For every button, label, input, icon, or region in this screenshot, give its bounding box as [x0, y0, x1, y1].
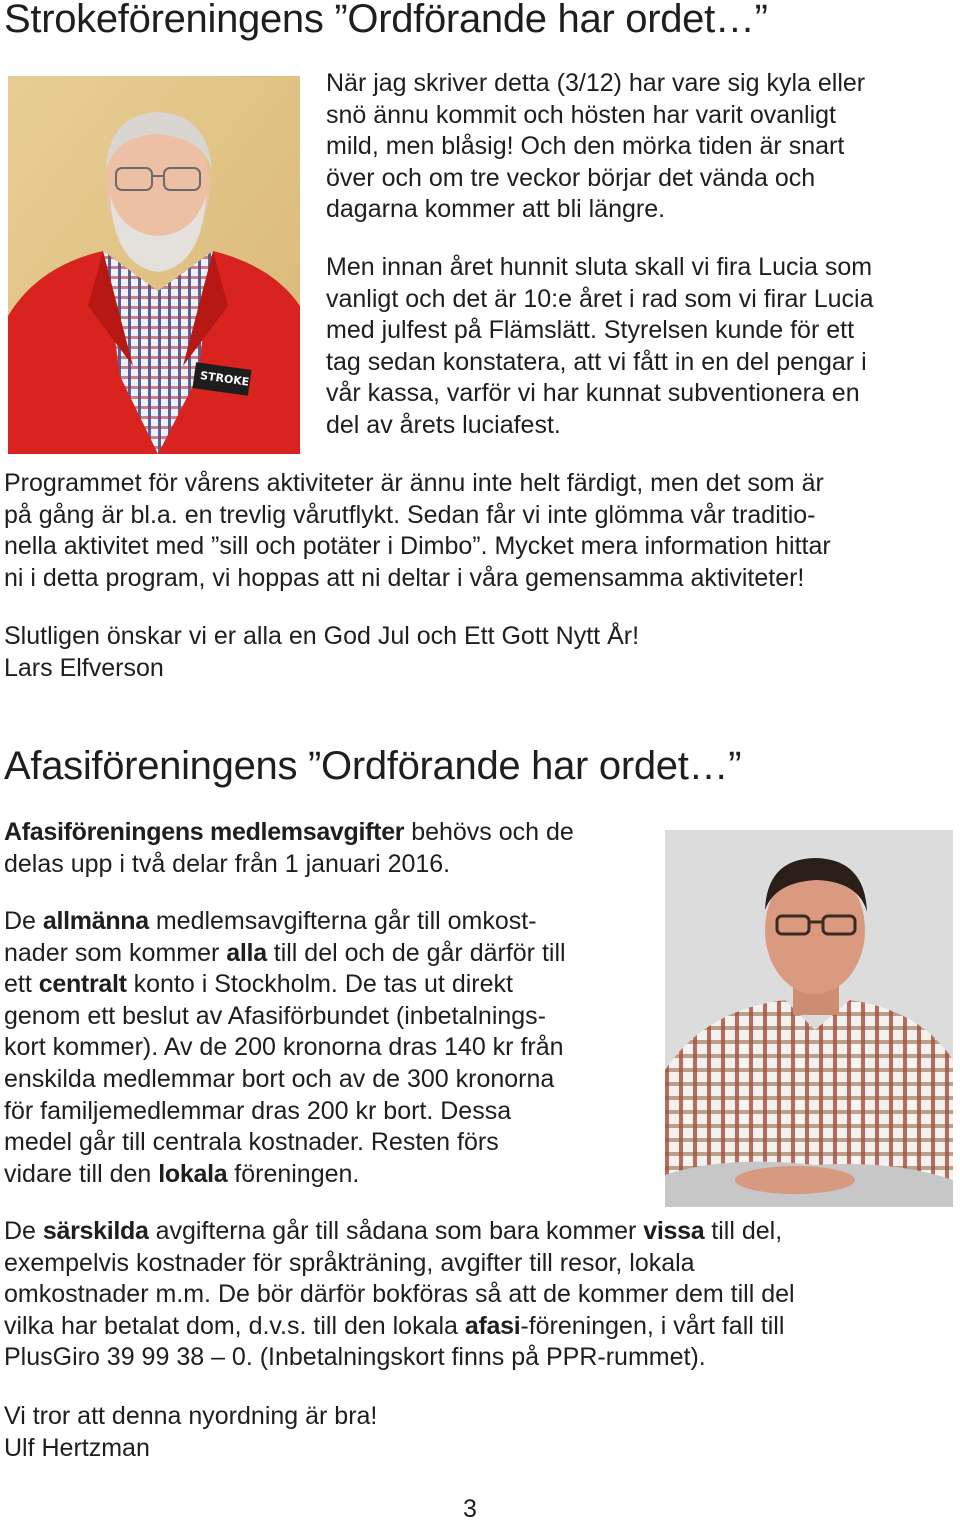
jacket-badge: STROKE	[199, 369, 251, 389]
text-segment: konto i Stockholm. De tas ut direkt	[126, 970, 513, 999]
afasi-paragraph-2	[4, 906, 566, 1190]
emphasis: särskilda	[42, 1217, 149, 1245]
text-segment: De	[4, 1217, 43, 1245]
afasi-closing	[4, 1401, 377, 1464]
emphasis: vissa	[643, 1217, 705, 1245]
text-line: omkostnader m.m. De bör därför bokföras så att de kommer dem till del	[4, 1280, 795, 1309]
text-line: över och om tre veckor börjar det vända och	[326, 163, 816, 192]
text-line: för familjemedlemmar dras 200 kr bort. Dessa	[4, 1096, 512, 1125]
text-segment: -föreningen, i vårt fall till	[520, 1311, 785, 1340]
text-line: mild, men blåsig! Och den mörka tiden är snart	[326, 132, 845, 161]
closing-line: Slutligen önskar vi er alla en God Jul och Ett Gott Nytt År!	[4, 622, 640, 650]
photo-lars-elfverson	[8, 76, 300, 454]
text-line: ni i detta program, vi hoppas att ni deltar i våra gemensamma aktiviteter!	[4, 563, 805, 592]
signature: Lars Elfverson	[4, 653, 164, 682]
emphasis: afasi	[464, 1311, 521, 1340]
text-line: Men innan året hunnit sluta skall vi fira Lucia som	[326, 253, 873, 281]
text-line: tag sedan konstatera, att vi fått in en del pengar i	[326, 347, 867, 376]
text-line: med julfest på Flämslätt. Styrelsen kunde för ett	[326, 316, 855, 345]
text-line	[4, 1159, 566, 1191]
emphasis: centralt	[38, 970, 127, 999]
stroke-paragraph-3	[4, 468, 831, 594]
text-segment: vidare till den	[4, 1159, 159, 1188]
emphasis: Afasiföreningens medlemsavgifter	[4, 818, 405, 846]
stroke-paragraph-1	[326, 68, 865, 226]
text-segment: föreningen.	[227, 1159, 360, 1188]
text-segment: till del,	[704, 1217, 783, 1245]
text-segment: ett	[4, 970, 39, 999]
photo-ulf-hertzman	[665, 830, 953, 1207]
text-line: vanligt och det är 10:e året i rad som vi firar Lucia	[326, 284, 874, 313]
text-line	[4, 817, 574, 849]
afasi-paragraph-1	[4, 817, 574, 880]
text-segment: De	[4, 907, 43, 935]
text-line: Programmet för vårens aktiviteter är ännu inte helt färdigt, men det som är	[4, 469, 824, 497]
text-segment: vilka har betalat dom, d.v.s. till den lokala	[4, 1311, 465, 1340]
text-line: enskilda medlemmar bort och av de 300 kronorna	[4, 1064, 555, 1093]
text-segment: behövs och de	[404, 818, 574, 846]
emphasis: lokala	[158, 1159, 228, 1188]
text-line	[4, 1216, 795, 1248]
text-segment: till del och de går därför till	[266, 938, 566, 967]
text-line: medel går till centrala kostnader. Resten förs	[4, 1128, 499, 1157]
text-line	[4, 906, 566, 938]
emphasis: allmänna	[42, 907, 149, 935]
text-line: dagarna kommer att bli längre.	[326, 195, 666, 224]
closing-line: Vi tror att denna nyordning är bra!	[4, 1402, 378, 1430]
afasi-article-title: Afasiföreningens ”Ordförande har ordet…”	[4, 744, 742, 788]
text-line: exempelvis kostnader för språkträning, avgifter till resor, lokala	[4, 1248, 695, 1277]
text-line	[4, 969, 566, 1001]
text-segment: nader som kommer	[4, 938, 227, 967]
text-line: vår kassa, varför vi har kunnat subventionera en	[326, 379, 860, 408]
text-line: delas upp i två delar från 1 januari 2016.	[4, 849, 451, 878]
text-line: nella aktivitet med ”sill och potäter i Dimbo”. Mycket mera information hittar	[4, 532, 831, 561]
page-number: 3	[463, 1495, 477, 1523]
text-line: kort kommer). Av de 200 kronorna dras 140 kr från	[4, 1033, 564, 1062]
stroke-article-title: Strokeföreningens ”Ordförande har ordet…”	[4, 0, 768, 41]
emphasis: alla	[226, 938, 267, 967]
text-segment: avgifterna går till sådana som bara kommer	[148, 1217, 644, 1245]
afasi-paragraph-3	[4, 1216, 795, 1374]
text-line	[4, 1311, 795, 1343]
text-line	[4, 938, 566, 970]
signature: Ulf Hertzman	[4, 1433, 150, 1462]
stroke-paragraph-2	[326, 252, 874, 442]
text-line: PlusGiro 39 99 38 – 0. (Inbetalningskort finns på PPR-rummet).	[4, 1343, 706, 1372]
text-line: genom ett beslut av Afasiförbundet (inbetalnings-	[4, 1001, 547, 1030]
text-line: på gång är bl.a. en trevlig vårutflykt. Sedan får vi inte glömma vår traditio-	[4, 500, 816, 529]
stroke-closing	[4, 621, 639, 684]
text-line: snö ännu kommit och hösten har varit ovanligt	[326, 100, 836, 129]
text-segment: medlemsavgifterna går till omkost-	[148, 907, 537, 935]
text-line: När jag skriver detta (3/12) har vare sig kyla eller	[326, 69, 866, 97]
text-line: del av årets luciafest.	[326, 410, 561, 439]
